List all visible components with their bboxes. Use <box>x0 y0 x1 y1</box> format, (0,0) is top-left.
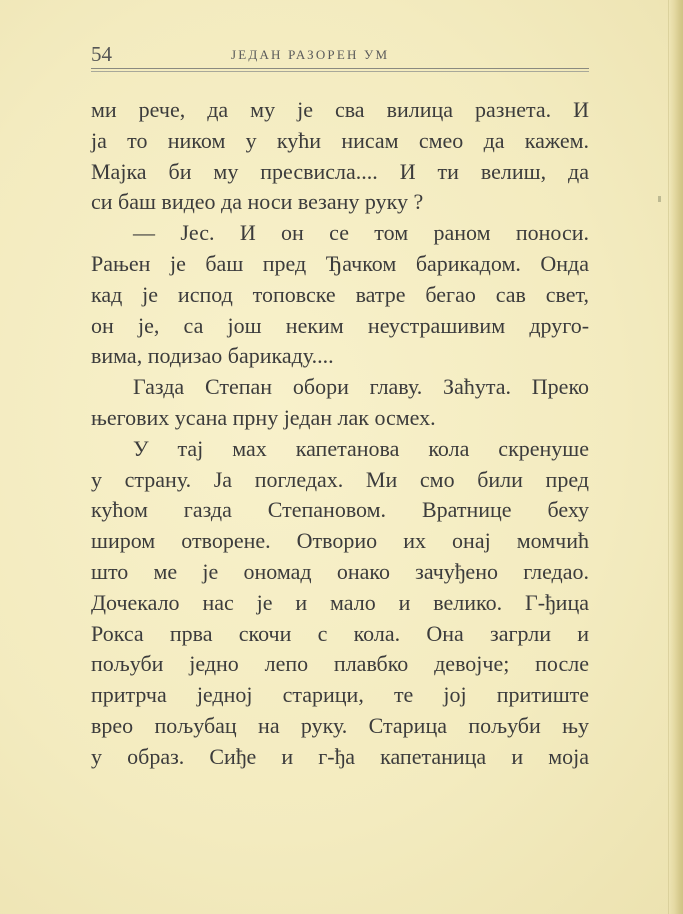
text-line: ми рече, да му је сва вилица разнета. И <box>91 97 590 122</box>
page-number: 54 <box>91 42 112 66</box>
text-line: његових усана прну један лак осмех. <box>91 404 436 430</box>
text-line: што ме је ономад онако зачуђено гледао. <box>91 558 590 584</box>
text-line: вима, подизао барикаду.... <box>91 343 334 369</box>
text-line: ја то ником у кући нисам смео да кажем. <box>91 127 590 153</box>
body-text <box>91 95 589 773</box>
text-line: Рањен је баш пред Ђачком барикадом. Онда <box>91 250 590 276</box>
text-line: кад је испод топовске ватре бегао сав свет, <box>91 281 590 307</box>
text-line: кућом газда Степановом. Вратнице беху <box>91 497 589 523</box>
text-line: Газда Степан обори главу. Заћута. Преко <box>133 374 590 400</box>
running-head <box>91 42 589 66</box>
text-line: врео пољубац на руку. Старица пољуби њу <box>91 712 590 738</box>
text-line: Дочекало нас је и мало и велико. Г-ђица <box>91 589 589 615</box>
text-line: пољуби једно лепо плавбко девојче; после <box>91 651 589 677</box>
text-line: он је, са још неким неустрашивим друго- <box>91 312 590 338</box>
page-edge-shadow <box>669 0 683 914</box>
text-line: у страну. Ја погледах. Ми смо били пред <box>91 466 589 492</box>
text-line: у образ. Сиђе и г-ђа капетаница и моја <box>91 743 590 769</box>
running-title: ЈЕДАН РАЗОРЕН УМ <box>231 47 390 62</box>
text-line: си баш видео да носи везану руку ? <box>91 189 424 215</box>
text-line: притрча једној старици, те јој притиште <box>91 682 590 708</box>
text-line: — Јес. И он се том раном поноси. <box>133 220 589 246</box>
text-line: Рокса прва скочи с кола. Она загрли и <box>91 620 589 646</box>
text-line: широм отворене. Отворио их онај момчић <box>91 528 589 554</box>
text-line: У тај мах капетанова кола скренуше <box>133 435 589 461</box>
text-line: Мајка би му пресвисла.... И ти велиш, да <box>91 158 589 184</box>
header-rule <box>91 68 589 72</box>
paper-speck <box>658 196 661 202</box>
